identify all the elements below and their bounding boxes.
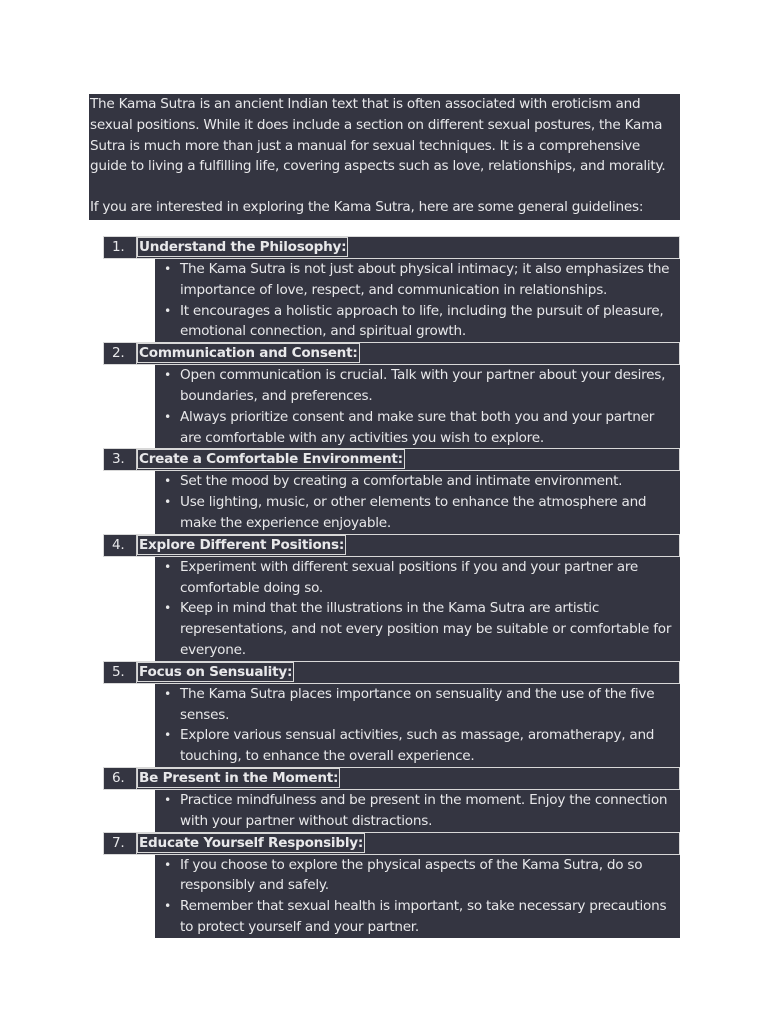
bullet-dot-icon: • <box>164 495 171 510</box>
bullet-list <box>155 557 680 661</box>
bullet-text: Keep in mind that the illustrations in the Kama Sutra are artistic representations, and not every position may be suitable or comfortable for everyone. <box>180 600 672 658</box>
list-item-title: Explore Different Positions: <box>139 536 345 553</box>
bullet-text: Remember that sexual health is important, so take necessary precautions to protect yourself and your partner. <box>180 898 667 935</box>
list-item-number: 3. <box>104 449 137 470</box>
bullet-dot-icon: • <box>164 262 171 276</box>
bullet-text: It encourages a holistic approach to life, including the pursuit of pleasure, emotional connection, and spiritual growth. <box>180 302 664 340</box>
bullet-text: Open communication is crucial. Talk with your partner about your desires, boundaries, and preferences. <box>180 367 666 404</box>
bullet-dot-icon: • <box>164 899 171 914</box>
bullet-text: Set the mood by creating a comfortable and intimate environment. <box>180 473 623 490</box>
bullet-item <box>155 790 676 832</box>
bullet-dot-icon: • <box>164 857 171 872</box>
intro-guidelines-lead: If you are interested in exploring the Kama Sutra, here are some general guidelines: <box>90 199 644 216</box>
list-item-heading <box>103 448 680 471</box>
bullet-list <box>155 365 680 448</box>
bullet-text: Use lighting, music, or other elements to enhance the atmosphere and make the experience enjoyable. <box>180 494 647 531</box>
bullet-text: If you choose to explore the physical aspects of the Kama Sutra, do so responsibly and safely. <box>180 856 643 894</box>
bullet-item <box>155 407 676 449</box>
bullet-text: The Kama Sutra places importance on sensuality and the use of the five senses. <box>180 685 655 723</box>
list-item-heading <box>103 236 680 259</box>
list-item-heading <box>103 534 680 557</box>
bullet-text: Explore various sensual activities, such as massage, aromatherapy, and touching, to enhance the overall experience. <box>180 727 655 765</box>
bullet-item <box>155 855 676 897</box>
bullet-dot-icon: • <box>164 559 171 574</box>
list-item-title-cell <box>137 662 679 683</box>
bullet-list <box>155 259 680 342</box>
list-item-heading <box>103 832 680 855</box>
list-item-title: Be Present in the Moment: <box>139 769 339 786</box>
bullet-item <box>155 259 676 301</box>
list-item-heading <box>103 661 680 684</box>
list-item-heading <box>103 767 680 790</box>
bullet-dot-icon: • <box>164 792 171 807</box>
bullet-text: Practice mindfulness and be present in the moment. Enjoy the connection with your partner without distractions. <box>180 791 668 829</box>
list-item-number: 6. <box>104 768 137 789</box>
bullet-item <box>155 557 676 599</box>
list-item-title-cell <box>137 535 679 556</box>
bullet-item <box>155 684 676 726</box>
list-item-number: 2. <box>104 343 137 364</box>
intro-block <box>89 94 680 220</box>
bullet-item <box>155 492 676 534</box>
bullet-item <box>155 301 676 343</box>
list-item-title: Focus on Sensuality: <box>139 663 293 680</box>
list-item-number: 5. <box>104 662 137 683</box>
bullet-text: Always prioritize consent and make sure that both you and your partner are comfortable with any activities you wish to explore. <box>180 408 655 446</box>
bullet-item <box>155 725 676 767</box>
bullet-list <box>155 471 680 533</box>
list-item-title-cell <box>137 833 679 854</box>
list-item-title: Create a Comfortable Environment: <box>139 451 403 468</box>
list-item-title-cell <box>137 768 679 789</box>
list-item-title-cell <box>137 237 679 258</box>
list-item-heading <box>103 342 680 365</box>
list-item-title: Communication and Consent: <box>139 345 358 362</box>
bullet-item <box>155 365 676 407</box>
bullet-dot-icon: • <box>164 686 171 701</box>
list-item-number: 7. <box>104 833 137 854</box>
bullet-text: The Kama Sutra is not just about physical intimacy; it also emphasizes the importance of love, respect, and communication in relationships. <box>180 261 670 298</box>
bullet-item <box>155 598 676 660</box>
list-item-title-cell <box>137 343 679 364</box>
list-item-title: Understand the Philosophy: <box>139 239 347 255</box>
bullet-dot-icon: • <box>164 728 171 743</box>
bullet-dot-icon: • <box>164 409 171 424</box>
bullet-item <box>155 471 676 492</box>
bullet-dot-icon: • <box>164 368 171 383</box>
intro-paragraph: The Kama Sutra is an ancient Indian text that is often associated with eroticism and sexual positions. While it does include a section on different sexual postures, the Kama Sutra is much more than just a manual for sexual techniques. It is a comprehensive guide to living a fulfilling life, covering aspects such as love, relationships, and morality. <box>90 96 666 175</box>
bullet-list <box>155 855 680 938</box>
list-item-title-cell <box>137 449 679 470</box>
bullet-dot-icon: • <box>164 601 171 616</box>
list-item-number: 4. <box>104 535 137 556</box>
bullet-list <box>155 790 680 832</box>
list-item-number: 1. <box>104 237 137 258</box>
list-item-title: Educate Yourself Responsibly: <box>139 834 364 851</box>
guidelines-list <box>103 236 680 938</box>
bullet-list <box>155 684 680 767</box>
bullet-item <box>155 896 676 938</box>
bullet-text: Experiment with different sexual positions if you and your partner are comfortable doing so. <box>180 558 639 596</box>
bullet-dot-icon: • <box>164 474 171 489</box>
bullet-dot-icon: • <box>164 303 171 318</box>
